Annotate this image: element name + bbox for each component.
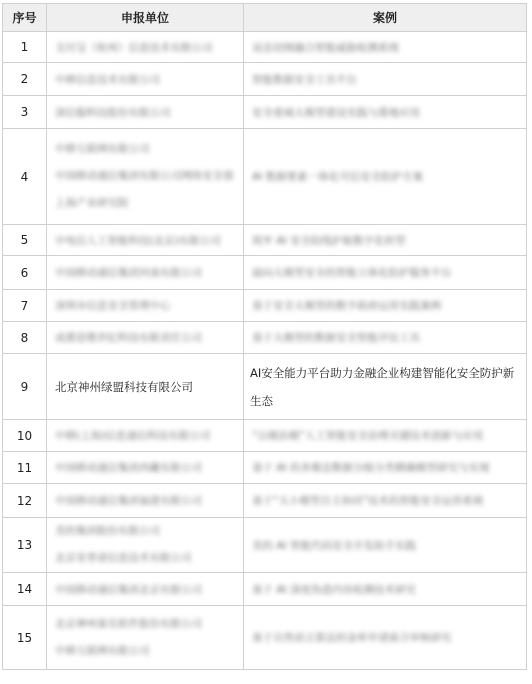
table-row [3,518,527,573]
case-title: 基于 AI 的多模态数据分级分类精确模型研究与实现 [252,462,490,474]
case-title: 美的 AI 智能代码安全开发助手实践 [252,539,416,552]
row-case [244,606,527,670]
row-unit [47,518,244,573]
unit-name: 中国移动通信集团北京有限公司 [55,583,202,596]
case-title: 筑牢 AI 安全防线护航数字化转型 [252,234,406,247]
row-unit [47,354,244,420]
row-unit [47,606,244,670]
row-unit [47,452,244,484]
table-row [3,96,527,129]
case-title: 基于“大小模型自主协同”技术的智能安全运营系统 [252,495,484,507]
row-index: 2 [3,63,47,96]
row-unit [47,420,244,452]
row-index: 1 [3,32,47,63]
row-case [244,354,527,420]
case-title: 安全重域大模型建设实践与落地应用 [252,106,420,119]
row-unit [47,484,244,518]
case-title: 基于自然语言算法的金库申请需合审核研究 [252,632,452,644]
row-index: 3 [3,96,47,129]
row-case [244,256,527,290]
unit-name: 北京神州绿盟科技有限公司 [55,379,193,394]
row-index: 14 [3,573,47,606]
row-index: 15 [3,606,47,670]
header-row [3,4,527,32]
row-index: 9 [3,354,47,420]
case-title: AI 数据要素一体化可信安全防护方案 [252,171,424,183]
table-row [3,573,527,606]
row-index: 8 [3,322,47,354]
row-case [244,290,527,322]
table-row [3,32,527,63]
row-case [244,96,527,129]
case-title: 基于大模型的数据安全智能评估工具 [252,332,420,344]
table-row [3,322,527,354]
case-title: 基于 AI 深度伪造内容检测技术研究 [252,583,416,596]
unit-name: 北京神州泰岳软件股份有限公司 [55,617,202,630]
case-title: AI安全能力平台助力金融企业构建智能化安全防护新生态 [250,365,515,408]
case-title: 面向大模型安全的智能立体化防护服务平台 [252,267,452,279]
unit-name: 中移互联网有限公司 [55,644,150,657]
unit-name: 支付宝（杭州）信息技术有限公司 [55,41,213,54]
row-case [244,420,527,452]
unit-name: 深圳市信息安全管理中心 [55,300,171,312]
case-title: 双态切图融合智能威胁检测系统 [252,41,399,54]
row-case [244,63,527,96]
row-unit [47,63,244,96]
table-row [3,484,527,518]
row-unit [47,573,244,606]
row-index: 6 [3,256,47,290]
row-unit [47,32,244,63]
row-case [244,225,527,256]
row-case [244,322,527,354]
table-body [3,32,527,670]
case-title: 智能数据安全工具平台 [252,73,357,86]
row-unit [47,129,244,225]
unit-name: 中国移动通信集团西藏有限公司 [55,462,202,474]
case-table [2,3,527,670]
unit-name: 中国移动通信集团福建有限公司 [55,495,202,507]
table-wrapper [2,3,526,670]
row-case [244,573,527,606]
unit-name: 成都思维世纪科技有限责任公司 [55,332,202,344]
table-row [3,354,527,420]
unit-name: 中移(上海)信息通信科技有限公司 [55,430,211,442]
header-index: 序号 [3,4,47,32]
row-case [244,452,527,484]
row-unit [47,290,244,322]
unit-name: 北京安普诺信息技术有限公司 [55,552,192,564]
unit-name: 中移信息技术有限公司 [55,73,160,86]
row-case [244,518,527,573]
row-index: 10 [3,420,47,452]
row-index: 7 [3,290,47,322]
unit-name: 中国移动通信集团有限公司网络安全部 [55,170,234,182]
row-unit [47,322,244,354]
table-row [3,225,527,256]
row-case [244,32,527,63]
row-index: 12 [3,484,47,518]
case-title: “以模治模”人工智能安全治理关键技术创新与应用 [252,430,484,442]
header-case: 案例 [244,4,527,32]
table-row [3,63,527,96]
row-index: 13 [3,518,47,573]
unit-name: 中电信人工智能科技(北京)有限公司 [55,234,221,247]
row-index: 11 [3,452,47,484]
row-unit [47,96,244,129]
row-case [244,129,527,225]
row-index: 5 [3,225,47,256]
row-unit [47,256,244,290]
unit-name: 中移互联网有限公司 [55,143,150,155]
table-row [3,129,527,225]
unit-name: 美的集团股份有限公司 [55,525,160,537]
unit-name: 深信服科技股份有限公司 [55,106,171,119]
unit-name: 上海产业研究院 [55,197,129,209]
header-unit: 申报单位 [47,4,244,32]
case-title: 基于安全大模型的数字政府运营实践案例 [252,300,441,312]
row-case [244,484,527,518]
row-index: 4 [3,129,47,225]
table-row [3,452,527,484]
unit-name: 中国移动通信集团河南有限公司 [55,267,202,279]
row-unit [47,225,244,256]
table-row [3,290,527,322]
table-row [3,256,527,290]
table-row [3,606,527,670]
table-row [3,420,527,452]
